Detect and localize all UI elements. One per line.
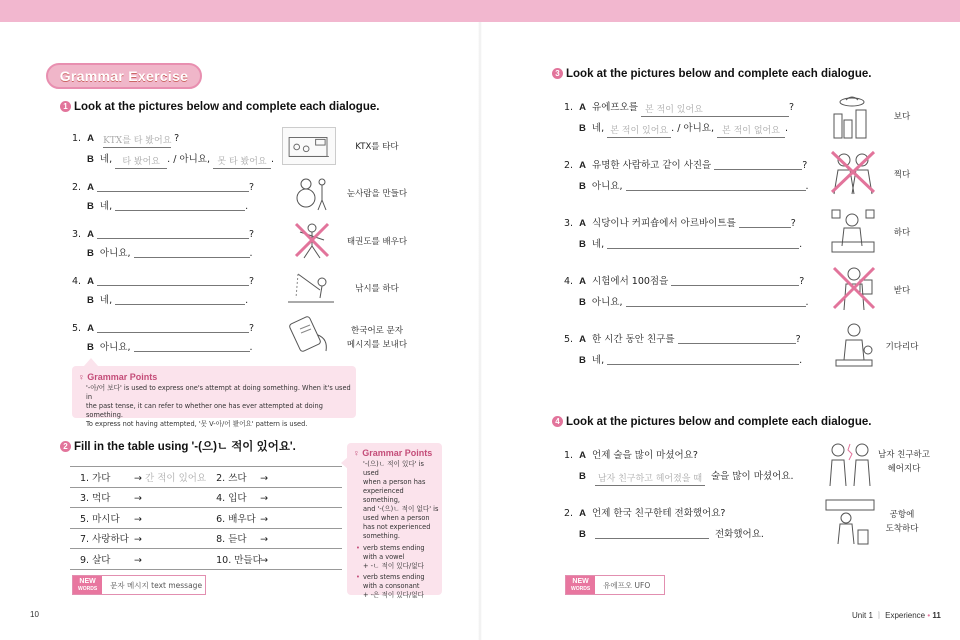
exercise-4-heading: 4 Look at the pictures below and complete each dialogue.	[552, 416, 871, 428]
picture-caption: 한국어로 문자 메시지를 보내다	[346, 326, 408, 350]
answer-blank[interactable]	[671, 274, 799, 286]
table-row: 7. 사랑하다 → 8. 듣다 →	[70, 528, 342, 549]
answer-blank[interactable]	[739, 216, 791, 228]
answer-blank[interactable]: 본 적이 있어요	[607, 126, 671, 138]
answer-blank[interactable]	[97, 227, 249, 239]
fishing-illustration	[286, 268, 336, 308]
answer-blank[interactable]	[134, 340, 250, 352]
waiting-person-illustration	[832, 320, 876, 368]
taekwondo-illustration	[292, 220, 332, 260]
ex1-item4-a: 4. A ?	[72, 276, 255, 287]
airport-arrival-illustration	[824, 498, 876, 546]
ex4-item2-a: 2. A 언제 한국 친구한테 전화했어요?	[564, 508, 726, 519]
top-decorative-band	[0, 0, 960, 22]
exercise-2-heading: 2 Fill in the table using '-(으)ㄴ 적이 있어요'.	[60, 438, 296, 454]
grammar-points-text: '-(으)ㄴ 적이 있다' is used when a person has experienced something, and '-(으)ㄴ 적이 없다' is used when a person has not experienced something. • verb stems ending with a vowel + -ㄴ 적이 있다/없다 • verb stems ending with a consonant + -은 적이 있다/없다	[356, 460, 439, 599]
ex1-item3-b: B 아니요, .	[87, 248, 253, 259]
picture-caption: 받다	[893, 286, 911, 296]
new-words-box: NEW WORDS 유에프오 UFO	[565, 575, 665, 595]
answer-blank[interactable]: KTX를 타 봤어요	[103, 136, 172, 146]
exercise-number-icon: 4	[552, 416, 563, 427]
ktx-train-illustration	[282, 127, 336, 165]
ex3-item2-a: 2. A 유명한 사람하고 같이 사진을 ?	[564, 160, 808, 171]
page-number-left: 10	[30, 610, 39, 619]
picture-caption: 보다	[893, 112, 911, 122]
answer-blank[interactable]	[97, 274, 249, 286]
ufo-city-illustration	[828, 92, 876, 140]
answer-blank[interactable]	[626, 179, 806, 191]
picture-caption: 공항에 도착하다	[885, 510, 919, 534]
ex4-item1-a: 1. A 언제 술을 많이 마셨어요?	[564, 450, 698, 461]
exam-score-illustration	[832, 264, 876, 312]
picture-caption: 하다	[893, 228, 911, 238]
answer-blank[interactable]	[714, 158, 802, 170]
badge-label: Grammar Exercise	[59, 68, 189, 84]
picture-caption: KTX를 타다	[355, 142, 399, 152]
answer-blank[interactable]: 남자 친구하고 헤어졌을 때	[595, 474, 705, 486]
answer-blank[interactable]	[607, 237, 799, 249]
ex1-item2-a: 2. A ?	[72, 182, 255, 193]
ex3-item3-b: B 네, .	[579, 239, 803, 250]
answer-blank[interactable]	[97, 180, 249, 192]
answer-blank[interactable]: 본 적이 없어요	[717, 126, 785, 138]
phone-texting-illustration	[288, 315, 334, 355]
answer-blank[interactable]	[97, 321, 249, 333]
ex1-item1-a: 1. A KTX를 타 봤어요 ?	[72, 133, 180, 146]
ex1-item5-b: B 아니요, .	[87, 342, 253, 353]
answer-blank[interactable]	[115, 199, 245, 211]
grammar-exercise-badge	[46, 63, 202, 89]
answer-blank[interactable]	[678, 332, 796, 344]
picture-caption: 낚시를 하다	[355, 284, 399, 294]
grammar-points-title: ♀ Grammar Points	[353, 448, 433, 458]
exercise-1-heading: 1 Look at the pictures below and complete each dialogue.	[60, 101, 379, 113]
answer-cell[interactable]: 간 적이 있어요	[145, 472, 207, 484]
answer-blank[interactable]	[626, 295, 806, 307]
ex3-item2-b: B 아니요, .	[579, 181, 809, 192]
answer-blank[interactable]: 본 적이 있어요	[641, 105, 789, 117]
ex3-item1-b: B 네, 본 적이 있어요 . / 아니요, 본 적이 없어요 .	[579, 123, 789, 136]
ex4-item1-b: B 남자 친구하고 헤어졌을 때 술을 많이 마셨어요.	[579, 471, 794, 484]
answer-blank[interactable]	[134, 246, 250, 258]
ex3-item4-a: 4. A 시험에서 100점을 ?	[564, 276, 805, 287]
table-row: 5. 마시다 → 6. 배우다 →	[70, 508, 342, 529]
answer-blank[interactable]: 타 봤어요	[115, 157, 167, 169]
answer-blank[interactable]	[607, 353, 799, 365]
ex4-item2-b: B 전화했어요.	[579, 529, 764, 540]
answer-blank[interactable]: 못 타 봤어요	[213, 157, 271, 169]
picture-caption: 남자 친구하고 헤어지다	[878, 450, 930, 474]
picture-caption: 눈사람을 만들다	[346, 189, 408, 199]
new-words-tag: NEW WORDS	[566, 576, 595, 594]
ex3-item5-a: 5. A 한 시간 동안 친구를 ?	[564, 334, 801, 345]
exercise-number-icon: 2	[60, 441, 71, 452]
exercise-number-icon: 1	[60, 101, 71, 112]
grammar-points-title: ♀ Grammar Points	[78, 372, 158, 382]
cafe-worker-illustration	[828, 206, 878, 254]
picture-caption: 찍다	[893, 170, 911, 180]
exercise-3-heading: 3 Look at the pictures below and complete each dialogue.	[552, 68, 871, 80]
picture-caption: 태권도를 배우다	[346, 237, 408, 247]
answer-blank[interactable]	[115, 293, 245, 305]
ex3-item1-a: 1. A 유에프오를 본 적이 있어요 ?	[564, 102, 795, 115]
lightbulb-icon: ♀	[353, 448, 360, 458]
ex1-item2-b: B 네, .	[87, 201, 249, 212]
ex1-item3-a: 3. A ?	[72, 229, 255, 240]
ex1-item4-b: B 네, .	[87, 295, 249, 306]
conjugation-table	[70, 466, 342, 570]
answer-blank[interactable]	[595, 527, 709, 539]
lightbulb-icon: ♀	[78, 372, 85, 382]
grammar-points-box-1	[72, 366, 356, 428]
table-row: 3. 먹다 → 4. 입다 →	[70, 487, 342, 508]
exercise-number-icon: 3	[552, 68, 563, 79]
new-words-tag: NEW WORDS	[73, 576, 102, 594]
ex3-item5-b: B 네, .	[579, 355, 803, 366]
ex1-item1-b: B 네, 타 봤어요 . / 아니요, 못 타 봤어요 .	[87, 154, 275, 167]
grammar-points-text: '-아/어 보다' is used to express one's attempt at doing something. When it's used in the past tense, it can refer to whether one has ever attempted at doing something. To express not having attempted, '못 V-아/어 봤어요' pattern is used.	[86, 384, 351, 428]
ex3-item4-b: B 아니요, .	[579, 297, 809, 308]
ex3-item3-a: 3. A 식당이나 커피숍에서 아르바이트를 ?	[564, 218, 796, 229]
celebrity-photo-illustration	[828, 148, 878, 196]
picture-caption: 기다리다	[885, 342, 919, 352]
grammar-points-box-2	[347, 443, 442, 599]
new-words-box: NEW WORDS 문자 메시지 text message	[72, 575, 206, 595]
table-row: 9. 살다 → 10. 만들다→	[70, 549, 342, 570]
page-footer-right: Unit 1 ㅣ Experience • 11	[852, 611, 941, 620]
breakup-illustration	[824, 440, 876, 488]
page-spine	[478, 22, 482, 640]
ex1-item5-a: 5. A ?	[72, 323, 255, 334]
snowman-illustration	[292, 172, 332, 212]
table-row: 1. 가다 → 간 적이 있어요 2. 쓰다 →	[70, 467, 342, 488]
